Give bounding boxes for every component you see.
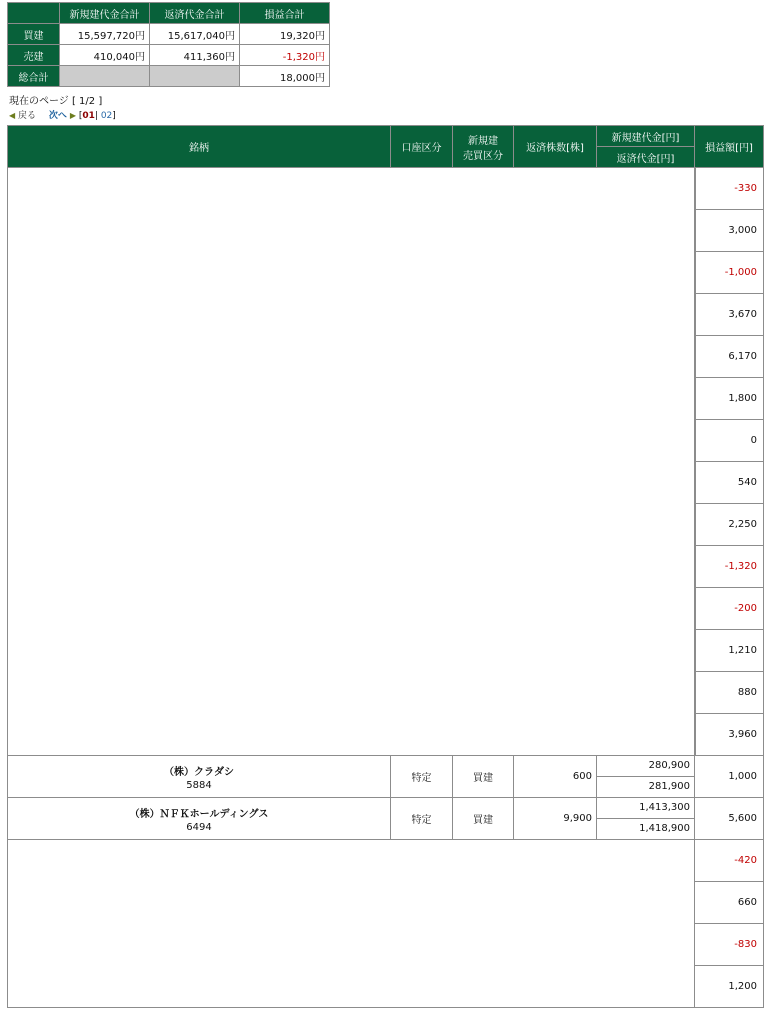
pager-separator: | [94,111,98,121]
summary-row-label: 売建 [8,45,60,66]
summary-header-new-total: 新規建代金合計 [60,3,150,24]
pl-cell: -200 [695,588,764,630]
col-header-stock: 銘柄 [8,126,391,168]
pl-cell: -420 [695,840,764,882]
pl-cell: -1,320 [695,546,764,588]
col-header-new-amount: 新規建代金[円] [597,126,695,147]
stock-name: （株）クラダシ [164,766,234,778]
stock-name: （株）ＮＦＫホールディングス [129,808,269,820]
pl-cell: 6,170 [695,336,764,378]
col-header-shares: 返済株数[株] [514,126,597,168]
summary-new-total: 15,597,720円 [60,24,150,45]
col-header-new-side-line1: 新規建 [468,135,498,147]
pl-cell: -330 [695,168,764,210]
stock-code: 6494 [186,821,212,833]
pl-cell: 3,670 [695,294,764,336]
summary-pl-total: 19,320円 [240,24,330,45]
return-amount: 281,900 [648,781,690,792]
col-header-pl: 損益額[円] [695,126,764,168]
stock-cell [8,756,391,798]
pl-cell: 660 [695,882,764,924]
summary-header-blank [8,3,60,24]
new-amount: 280,900 [597,756,694,777]
summary-header-row [8,3,330,24]
next-link[interactable]: 次へ [48,111,67,121]
stock-code: 5884 [186,779,212,791]
summary-row-grand [8,66,330,87]
pl-cell: -830 [695,924,764,966]
col-header-new-side [453,126,514,168]
pl-cell: 1,000 [695,756,764,798]
return-amount: 1,418,900 [639,823,690,834]
pl-cell: 880 [695,672,764,714]
summary-grand-empty [60,66,150,87]
pl-cell: 540 [695,462,764,504]
table-row [8,840,764,882]
summary-table [7,2,330,87]
page-indicator: 現在のページ [ 1/2 ] [9,96,103,107]
triangle-right-icon: ▶ [69,111,76,120]
col-header-account: 口座区分 [391,126,453,168]
account-cell: 特定 [391,756,453,798]
pl-cell: 3,960 [695,714,764,756]
redacted-detail-block [8,840,695,1008]
pagination [9,108,116,121]
redacted-detail-block [8,168,695,756]
pager-bracket: [ [78,111,83,121]
summary-row-label: 買建 [8,24,60,45]
side-cell: 買建 [453,756,514,798]
summary-row-buy [8,24,330,45]
stock-cell [8,798,391,840]
summary-grand-pl: 18,000円 [240,66,330,87]
pl-cell: 0 [695,420,764,462]
summary-grand-empty [150,66,240,87]
pl-cell: 1,210 [695,630,764,672]
pl-cell: -1,000 [695,252,764,294]
shares-cell: 9,900 [514,798,597,840]
summary-header-return-total: 返済代金合計 [150,3,240,24]
shares-cell: 600 [514,756,597,798]
table-row [8,756,764,798]
pl-cell: 1,200 [695,966,764,1008]
prev-link[interactable]: 戻る [18,111,37,121]
pl-cell: 2,250 [695,504,764,546]
summary-return-total: 15,617,040円 [150,24,240,45]
pl-cell: 3,000 [695,210,764,252]
summary-return-total: 411,360円 [150,45,240,66]
new-amount: 1,413,300 [597,798,694,819]
table-row [8,168,764,210]
amount-cell [597,756,695,798]
pager-bracket: ] [112,111,116,121]
summary-row-sell [8,45,330,66]
amount-cell [597,798,695,840]
pl-cell: 5,600 [695,798,764,840]
table-row [8,798,764,840]
col-header-new-side-line2: 売買区分 [463,150,503,162]
summary-grand-label: 総合計 [8,66,60,87]
summary-header-pl-total: 損益合計 [240,3,330,24]
summary-pl-total: -1,320円 [240,45,330,66]
col-header-return-amount: 返済代金[円] [597,147,695,168]
page-link-02[interactable]: 02 [100,111,113,121]
pl-cell: 1,800 [695,378,764,420]
table-header-row [8,126,764,147]
side-cell: 買建 [453,798,514,840]
account-cell: 特定 [391,798,453,840]
trade-history-table [7,125,764,1008]
summary-new-total: 410,040円 [60,45,150,66]
page-link-current: 01 [82,111,95,121]
triangle-left-icon: ◀ [9,111,16,120]
